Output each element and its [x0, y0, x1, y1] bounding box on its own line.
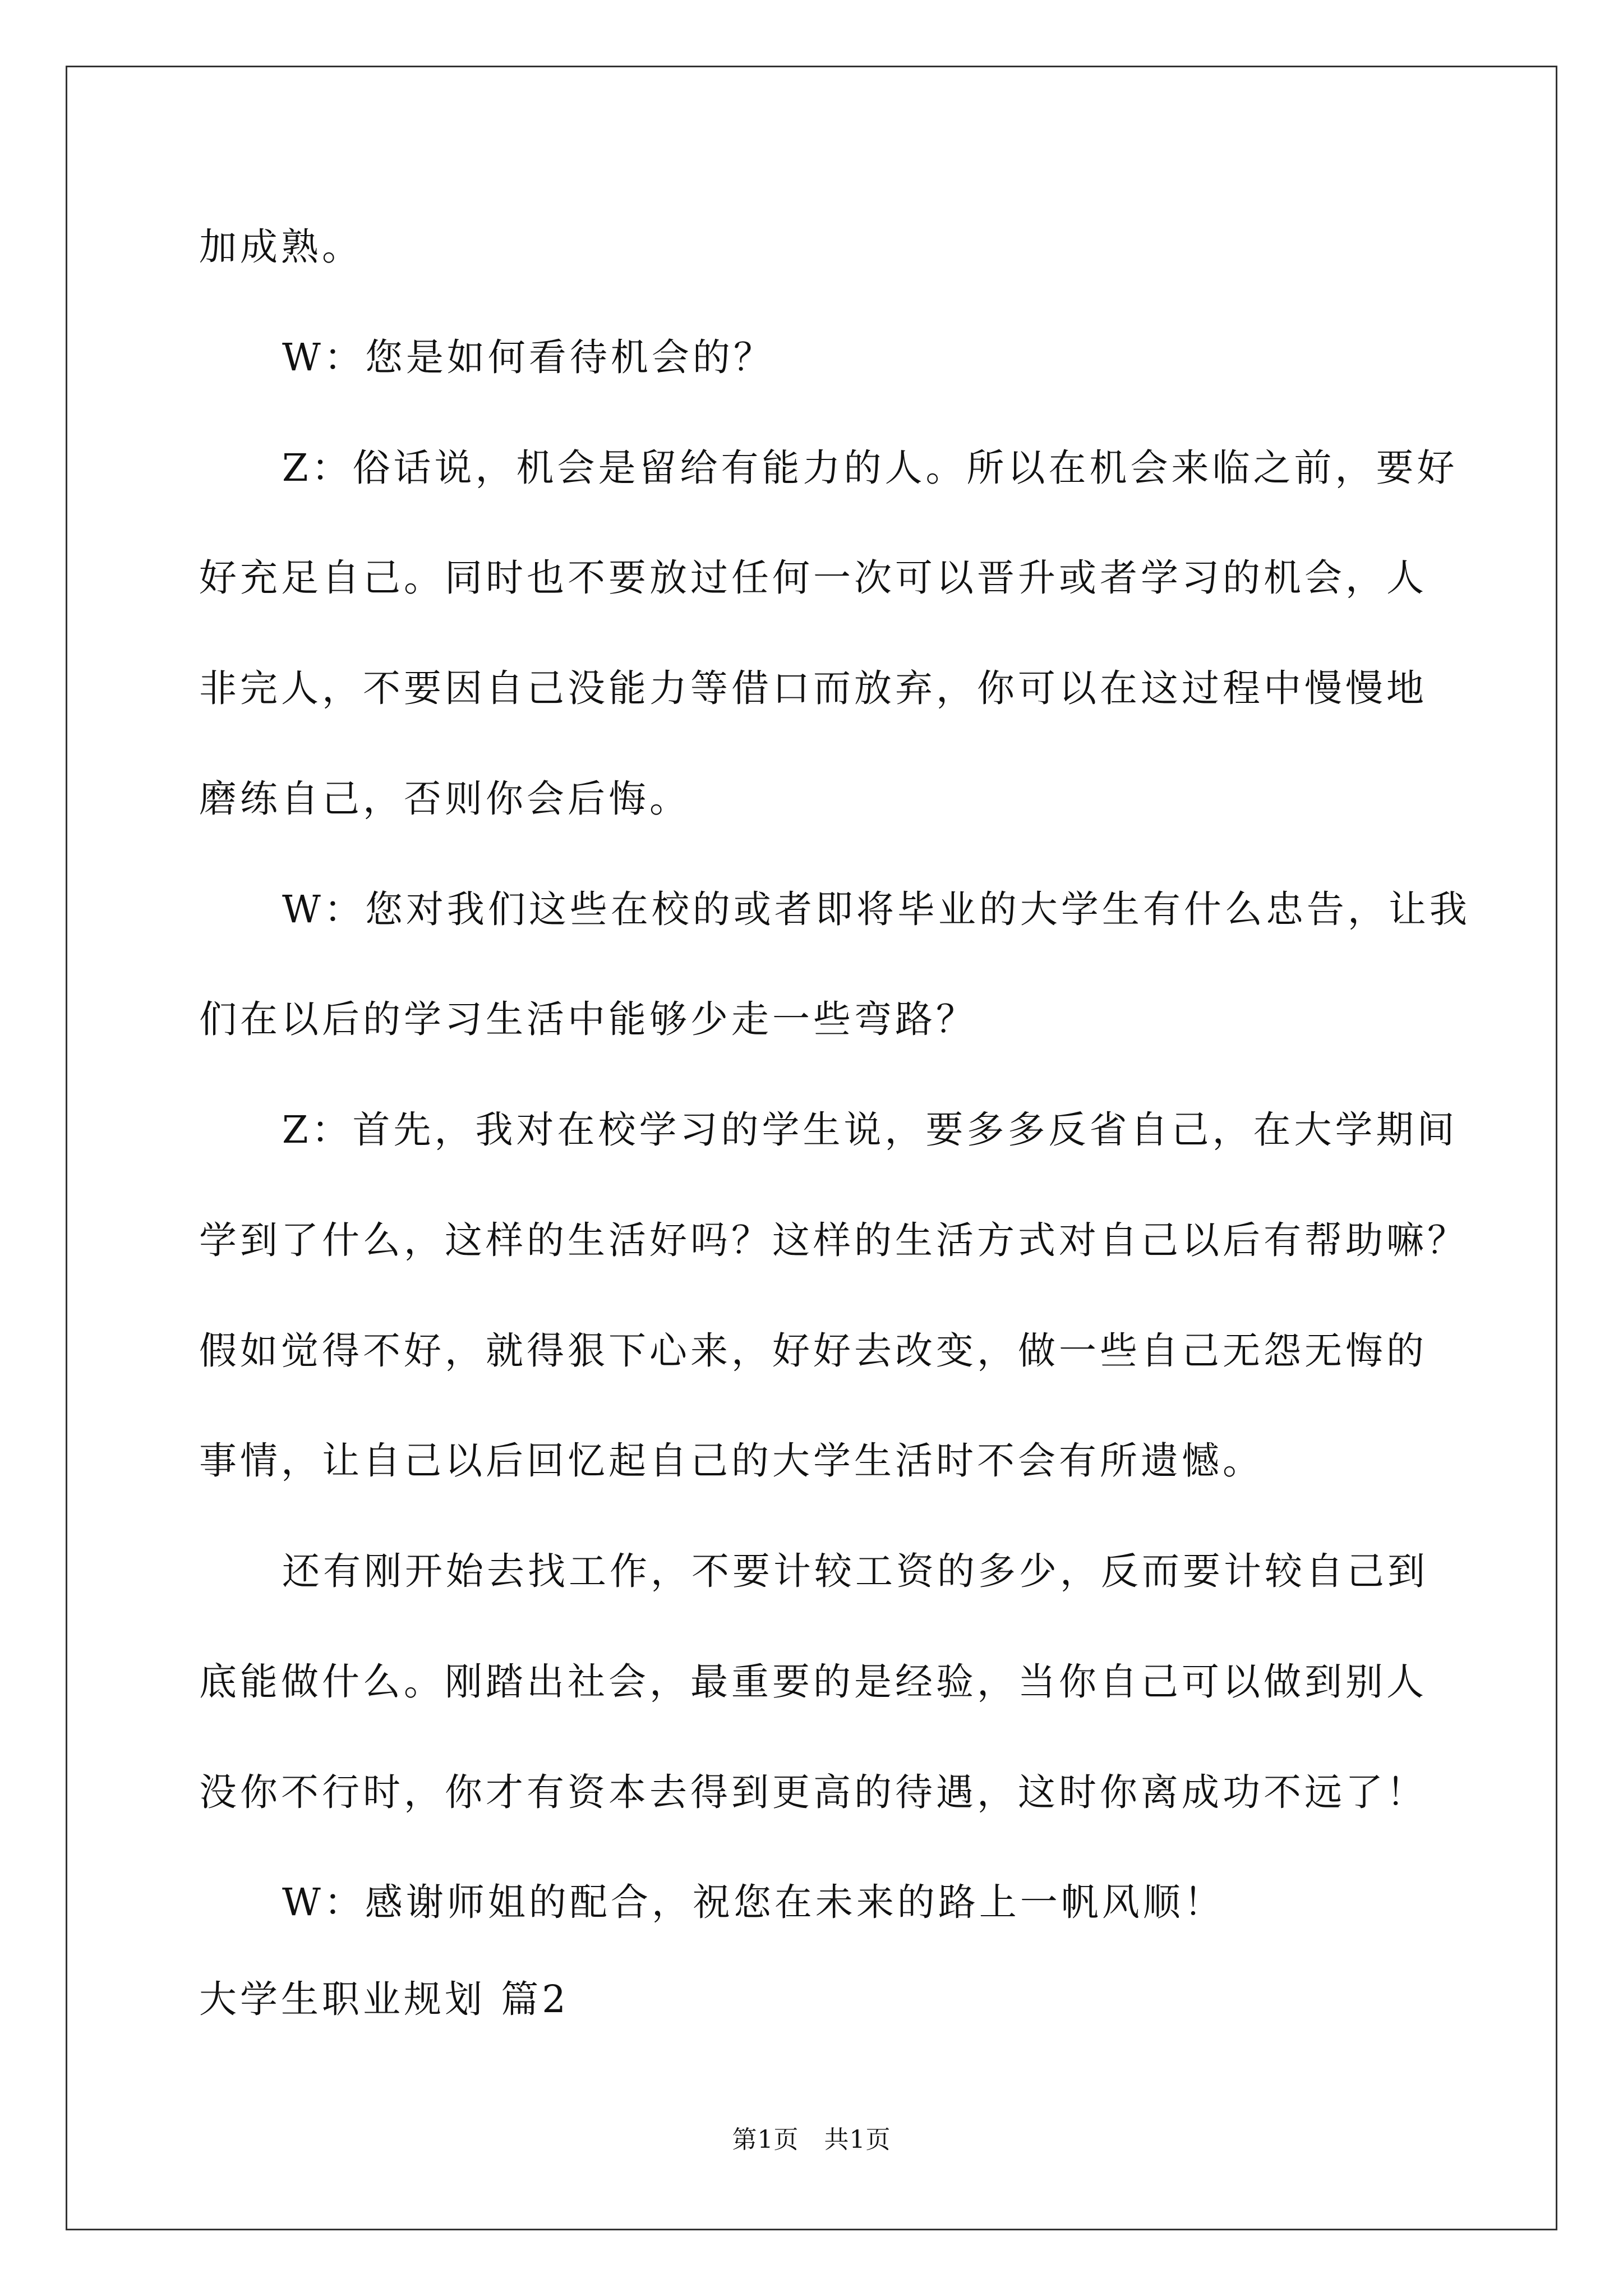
text-line: 磨练自己，否则你会后悔。 — [199, 777, 690, 821]
text-line: 底能做什么。刚踏出社会，最重要的是经验，当你自己可以做到别人 — [199, 1660, 1427, 1704]
paragraph-question: W：您是如何看待机会的？ — [282, 335, 774, 379]
paragraph-answer: Z：首先，我对在校学习的学生说，要多多反省自己，在大学期间 — [282, 1108, 1458, 1152]
paragraph: 还有刚开始去找工作，不要计较工资的多少，反而要计较自己到 — [282, 1549, 1428, 1593]
text-line: 加成熟。 — [199, 225, 363, 269]
paragraph-answer: Z：俗话说，机会是留给有能力的人。所以在机会来临之前，要好 — [282, 446, 1458, 490]
text-line: 好充足自己。同时也不要放过任何一次可以晋升或者学习的机会，人 — [199, 556, 1427, 600]
text-line: 非完人，不要因自己没能力等借口而放弃，你可以在这过程中慢慢地 — [199, 666, 1427, 710]
paragraph-question: W：您对我们这些在校的或者即将毕业的大学生有什么忠告，让我 — [282, 887, 1470, 931]
text-line: 事情，让自己以后回忆起自己的大学生活时不会有所遗憾。 — [199, 1439, 1264, 1483]
page-footer: 第1页 共1页 — [732, 2125, 891, 2154]
paragraph-question: W：感谢师姐的配合，祝您在未来的路上一帆风顺！ — [282, 1880, 1225, 1924]
text-line: 假如觉得不好，就得狠下心来，好好去改变，做一些自己无怨无悔的 — [199, 1329, 1427, 1373]
text-line: 们在以后的学习生活中能够少走一些弯路？ — [199, 997, 977, 1041]
text-line: 没你不行时，你才有资本去得到更高的待遇，这时你离成功不远了！ — [199, 1770, 1427, 1814]
text-line: 学到了什么，这样的生活好吗？这样的生活方式对自己以后有帮助嘛？ — [199, 1218, 1468, 1262]
section-heading: 大学生职业规划 篇2 — [199, 1977, 569, 2021]
